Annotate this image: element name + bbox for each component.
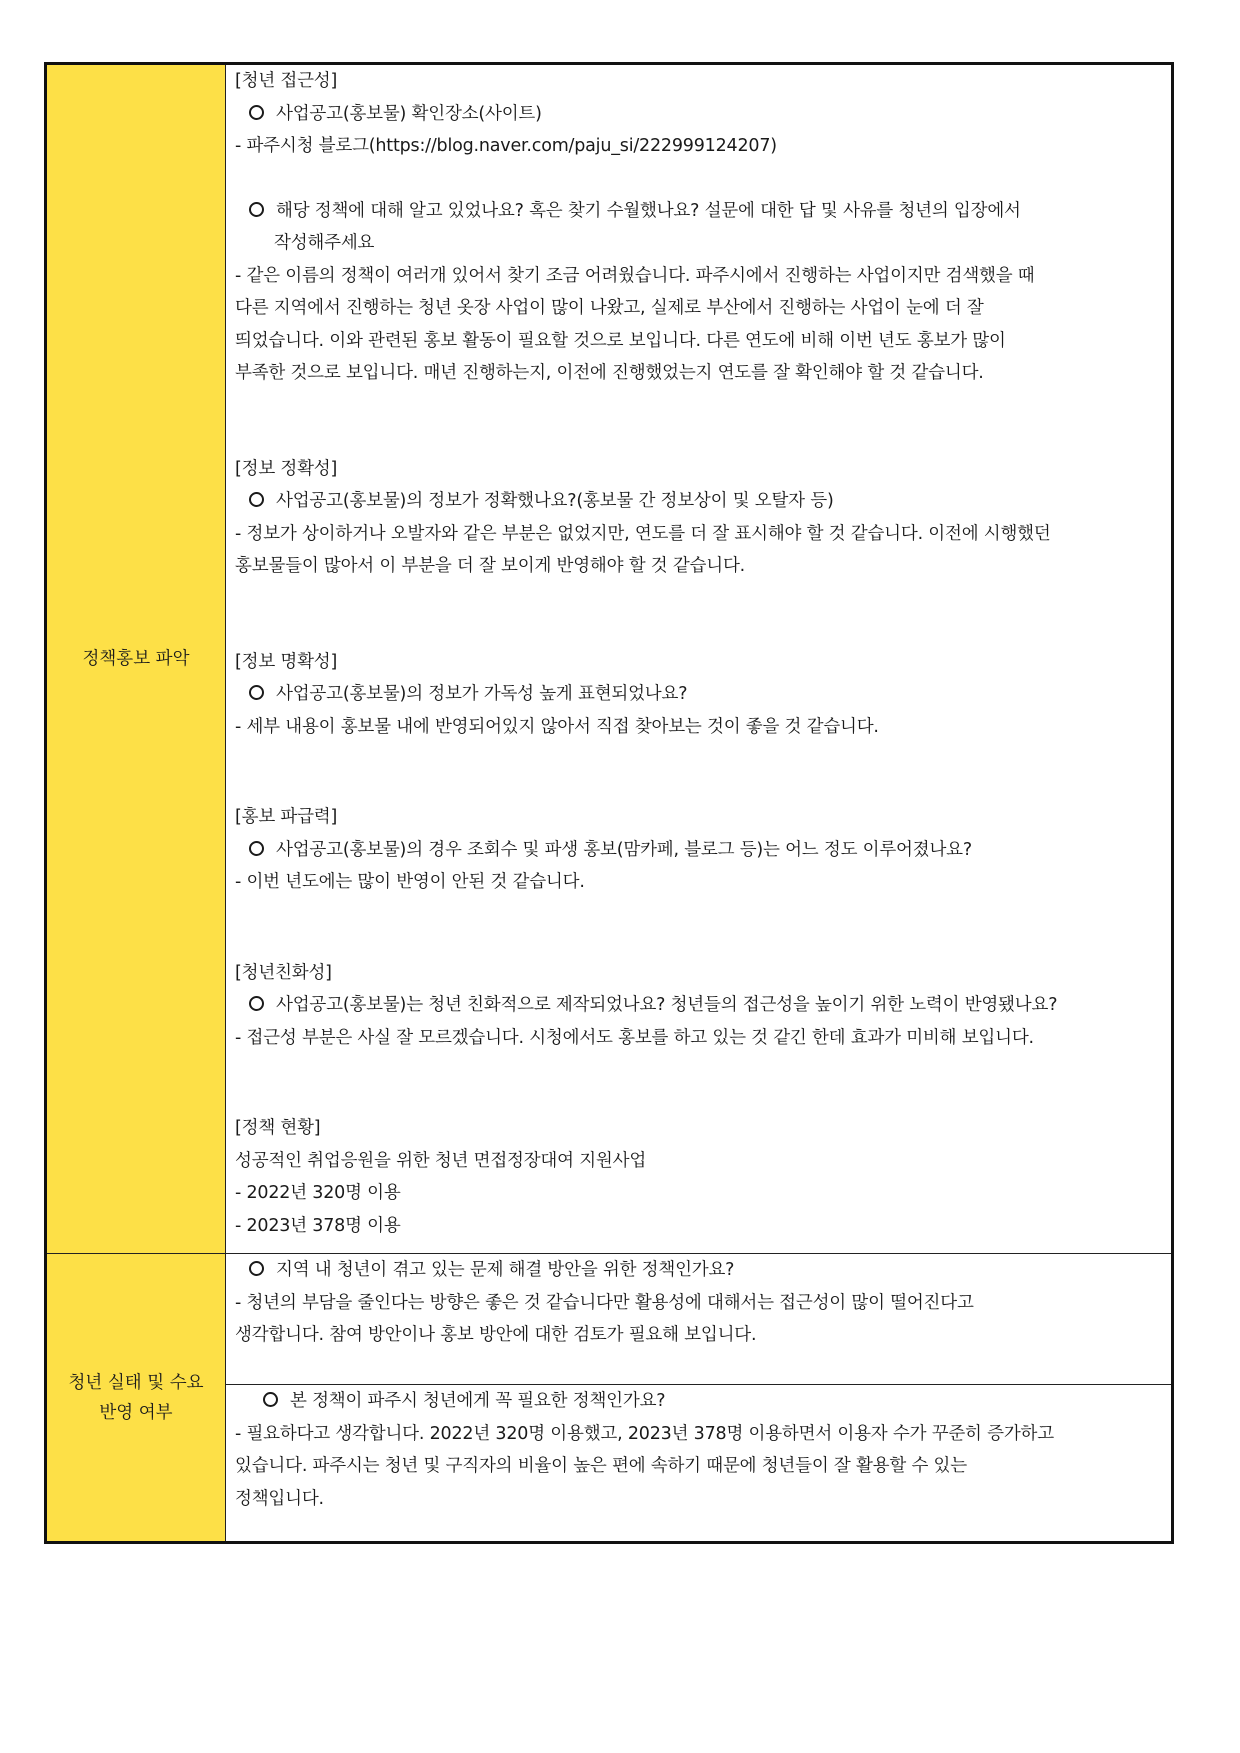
- part-b-answer-line1: - 필요하다고 생각합니다. 2022년 320명 이용했고, 2023년 378명 이용하면서 이용자 수가 꾸준히 증가하고: [235, 1423, 1054, 1444]
- accuracy-answer-line1: - 정보가 상이하거나 오발자와 같은 부분은 없었지만, 연도를 더 잘 표시해야 할 것 같습니다. 이전에 시행했던: [235, 523, 1051, 544]
- accessibility-answer-1: - 파주시청 블로그(https://blog.naver.com/paju_si/222999124207): [235, 136, 777, 156]
- accuracy-header: [정보 정확성]: [235, 458, 338, 479]
- youth-needs-part-a: [226, 1254, 1173, 1385]
- accessibility-question-2: 해당 정책에 대해 알고 있었나요? 혹은 찾기 수월했나요? 설문에 대한 답 및 사유를 청년의 입장에서: [235, 195, 1161, 228]
- accuracy-question: 사업공고(홍보물)의 정보가 정확했나요?(홍보물 간 정보상이 및 오탈자 등): [235, 485, 1161, 518]
- part-b-answer-line3: 정책입니다.: [235, 1488, 324, 1509]
- reach-answer: - 이번 년도에는 많이 반영이 안된 것 같습니다.: [235, 872, 585, 892]
- friendliness-header: [청년친화성]: [235, 962, 332, 983]
- circle-bullet-icon: [249, 841, 264, 856]
- accessibility-answer-2-line3: 띄었습니다. 이와 관련된 홍보 활동이 필요할 것으로 보입니다. 다른 연도에 비해 이번 년도 홍보가 많이: [235, 330, 1006, 351]
- circle-bullet-icon: [249, 685, 264, 700]
- part-b-answer-line2: 있습니다. 파주시는 청년 및 구직자의 비율이 높은 편에 속하기 때문에 청년들이 잘 활용할 수 있는: [235, 1456, 967, 1476]
- circle-bullet-icon: [249, 492, 264, 507]
- accessibility-answer-2-line4: 부족한 것으로 보입니다. 매년 진행하는지, 이전에 진행했었는지 연도를 잘 확인해야 할 것 같습니다.: [235, 363, 984, 383]
- accuracy-answer-line2: 홍보물들이 많아서 이 부분을 더 잘 보이게 반영해야 할 것 같습니다.: [235, 556, 746, 576]
- clarity-header: [정보 명확성]: [235, 651, 338, 672]
- youth-needs-part-b: [226, 1385, 1173, 1543]
- clarity-answer: - 세부 내용이 홍보물 내에 반영되어있지 않아서 직접 찾아보는 것이 좋을 것 같습니다.: [235, 716, 879, 737]
- circle-bullet-icon: [249, 105, 264, 120]
- section-label-youth-needs: [46, 1254, 226, 1543]
- circle-bullet-icon: [263, 1392, 278, 1407]
- part-b-question: 본 정책이 파주시 청년에게 꼭 필요한 정책인가요?: [235, 1385, 1161, 1418]
- status-item-2022: - 2022년 320명 이용: [235, 1183, 401, 1203]
- section-label-policy-promotion: [46, 64, 226, 1254]
- accessibility-question-1: 사업공고(홍보물) 확인장소(사이트): [235, 98, 1161, 131]
- accessibility-question-2-cont: 작성해주세요: [274, 233, 375, 253]
- part-a-answer-line2: 생각합니다. 참여 방안이나 홍보 방안에 대한 검토가 필요해 보입니다.: [235, 1325, 757, 1345]
- accessibility-answer-2-line1: - 같은 이름의 정책이 여러개 있어서 찾기 조금 어려웠습니다. 파주시에서 진행하는 사업이지만 검색했을 때: [235, 265, 1035, 286]
- reach-header: [홍보 파급력]: [235, 807, 338, 827]
- reach-question: 사업공고(홍보물)의 경우 조회수 및 파생 홍보(맘카페, 블로그 등)는 어느 정도 이루어졌나요?: [235, 834, 1161, 867]
- circle-bullet-icon: [249, 202, 264, 217]
- circle-bullet-icon: [249, 1261, 264, 1276]
- clarity-question: 사업공고(홍보물)의 정보가 가독성 높게 표현되었나요?: [235, 678, 1161, 711]
- policy-promotion-content: [226, 64, 1173, 1254]
- accessibility-header: [청년 접근성]: [235, 71, 338, 91]
- part-a-question: 지역 내 청년이 겪고 있는 문제 해결 방안을 위한 정책인가요?: [235, 1254, 1161, 1287]
- status-header: [정책 현황]: [235, 1118, 321, 1138]
- status-title: 성공적인 취업응원을 위한 청년 면접정장대여 지원사업: [235, 1150, 647, 1171]
- status-item-2023: - 2023년 378명 이용: [235, 1215, 401, 1236]
- part-a-answer-line1: - 청년의 부담을 줄인다는 방향은 좋은 것 같습니다만 활용성에 대해서는 접근성이 많이 떨어진다고: [235, 1292, 974, 1313]
- evaluation-table: [44, 62, 1174, 1544]
- friendliness-question: 사업공고(홍보물)는 청년 친화적으로 제작되었나요? 청년들의 접근성을 높이기 위한 노력이 반영됐나요?: [235, 989, 1161, 1022]
- friendliness-answer: - 접근성 부분은 사실 잘 모르겠습니다. 시청에서도 홍보를 하고 있는 것 같긴 한데 효과가 미비해 보입니다.: [235, 1027, 1034, 1048]
- section-label-text: 정책홍보 파악: [82, 649, 190, 669]
- accessibility-answer-2-line2: 다른 지역에서 진행하는 청년 옷장 사업이 많이 나왔고, 실제로 부산에서 진행하는 사업이 눈에 더 잘: [235, 298, 984, 318]
- section-label-text-line1: 청년 실태 및 수요: [68, 1372, 204, 1393]
- circle-bullet-icon: [249, 996, 264, 1011]
- section-label-text-line2: 반영 여부: [99, 1402, 173, 1423]
